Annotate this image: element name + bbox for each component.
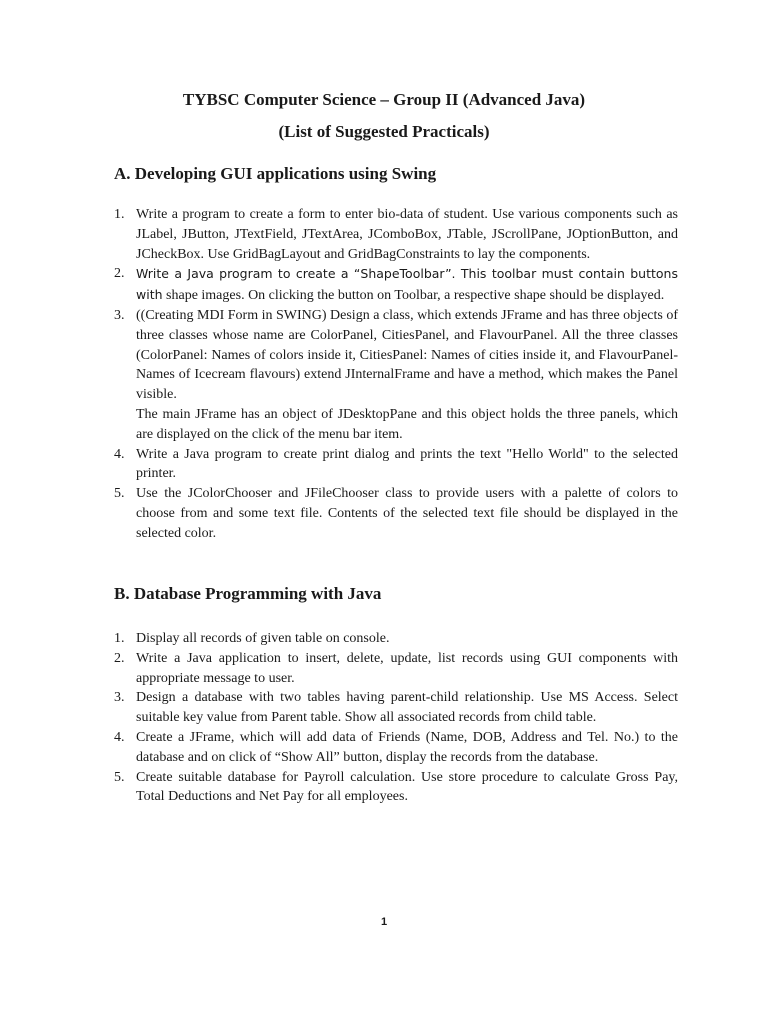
section-b-heading: B. Database Programming with Java xyxy=(114,584,382,603)
item-number: 3. xyxy=(114,690,125,706)
list-item xyxy=(114,688,678,728)
item-text: Design a database with two tables having parent-child relationship. Use MS Access. Select suitable key value from Parent table. Show all associated records from child table. xyxy=(136,690,678,726)
item-number: 1. xyxy=(114,631,125,646)
item-text: shape images. On clicking the button on Toolbar, a respective shape should be displayed. xyxy=(166,288,665,304)
item-text: Use the JColorChooser and JFileChooser class to provide users with a palette of colors to choose from and some text file. Contents of the selected text file should be displayed in the selected color. xyxy=(136,486,678,541)
list-item xyxy=(114,306,678,445)
section-a-list xyxy=(114,205,678,544)
list-item xyxy=(114,728,678,768)
item-text: Write a Java application to insert, delete, update, list records using GUI components with appropriate message to user. xyxy=(136,650,678,686)
item-text: Display all records of given table on console. xyxy=(136,631,390,646)
section-b-list xyxy=(114,629,678,807)
item-number: 2. xyxy=(114,650,125,666)
item-text: ((Creating MDI Form in SWING) Design a class, which extends JFrame and has three objects of three classes whose name are ColorPanel, CitiesPanel, and FlavourPanel. All the three classes (ColorPanel: Names of colors inside it, CitiesPanel: Names of cities inside it, and FlavourPanel- Names of Icecream flavours) extend JInternalFrame and have a method, which makes the Panel visible. xyxy=(136,307,678,403)
list-item xyxy=(114,649,678,689)
item-text: Write a program to create a form to enter bio-data of student. Use various components such as JLabel, JButton, JTextField, JTextArea, JComboBox, JTable, JScrollPane, JOptionButton, and JCheckBox. Use GridBagLayout and GridBagConstraints to lay the components. xyxy=(136,207,678,262)
list-item xyxy=(114,629,678,649)
list-item xyxy=(114,484,678,543)
document-title: TYBSC Computer Science – Group II (Advanced Java) xyxy=(182,90,586,109)
item-number: 4. xyxy=(114,446,125,462)
list-item xyxy=(114,768,678,808)
item-number: 5. xyxy=(114,486,125,502)
item-number: 2. xyxy=(114,266,125,282)
item-text: Create suitable database for Payroll calculation. Use store procedure to calculate Gross Pay, Total Deductions and Net Pay for all employees. xyxy=(136,769,678,805)
page-number: 1 xyxy=(380,916,388,928)
list-item xyxy=(114,445,678,485)
item-text-continued: The main JFrame has an object of JDesktopPane and this object holds the three panels, which are displayed on the click of the menu bar item. xyxy=(136,406,678,442)
item-text: Write a Java program to create print dialog and prints the text "Hello World" to the selected printer. xyxy=(136,446,678,482)
document-subtitle: (List of Suggested Practicals) xyxy=(278,122,490,141)
list-item xyxy=(114,205,678,264)
item-number: 1. xyxy=(114,207,125,222)
item-text-ui-font: Write a Java program to create a “ShapeToolbar”. This toolbar must contain buttons with xyxy=(136,266,678,303)
item-number: 3. xyxy=(114,307,125,323)
item-number: 5. xyxy=(114,769,125,785)
list-item xyxy=(114,264,678,306)
item-text: Create a JFrame, which will add data of Friends (Name, DOB, Address and Tel. No.) to the database and on click of “Show All” button, display the records from the database. xyxy=(136,729,678,765)
item-number: 4. xyxy=(114,729,125,745)
section-a-heading: A. Developing GUI applications using Swing xyxy=(114,164,437,183)
